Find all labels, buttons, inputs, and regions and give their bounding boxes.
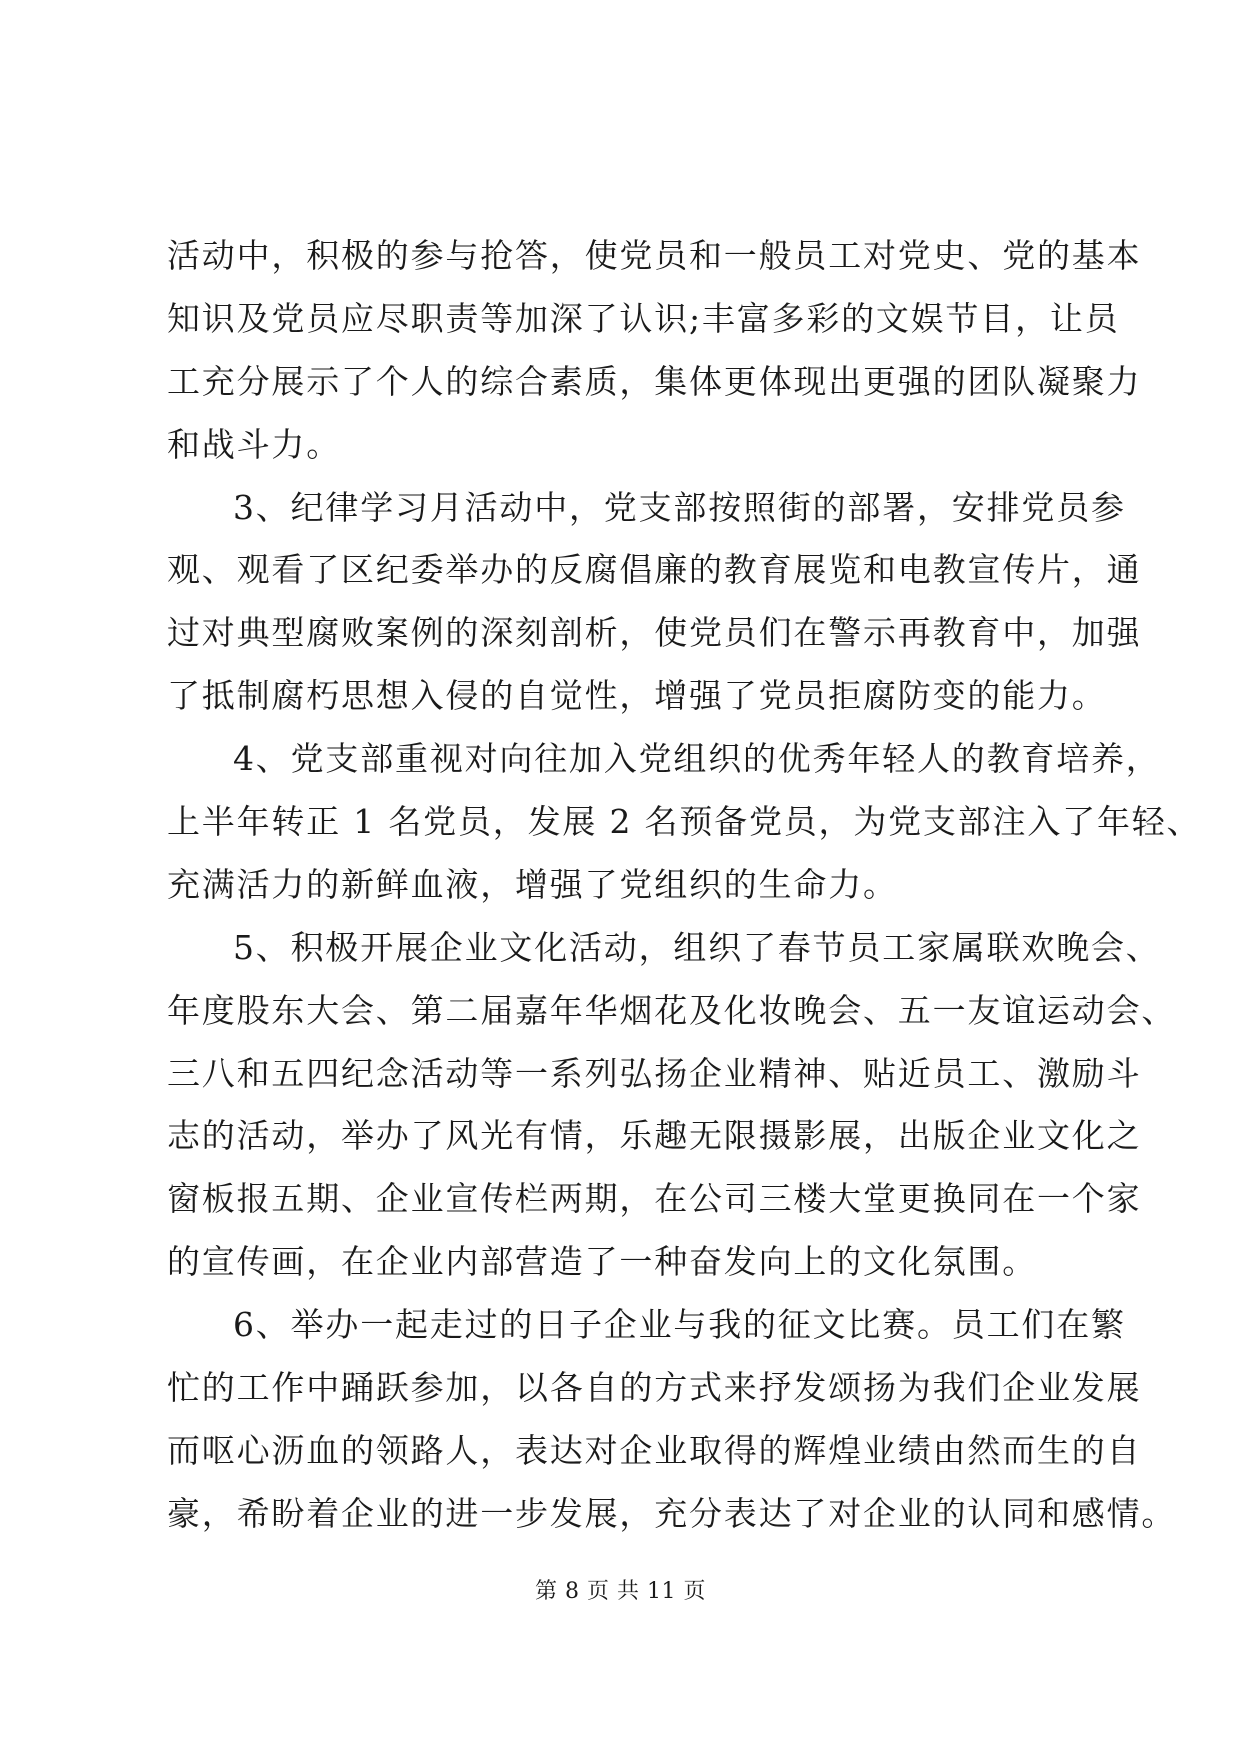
text-line: 三八和五四纪念活动等一系列弘扬企业精神、贴近员工、激励斗 <box>167 1053 1142 1093</box>
paragraph-start-line: 4、党支部重视对向往加入党组织的优秀年轻人的教育培养， <box>233 739 1161 779</box>
text-line: 活动中，积极的参与抢答，使党员和一般员工对党史、党的基本 <box>167 236 1142 275</box>
text-line: 了抵制腐朽思想入侵的自觉性，增强了党员拒腐防变的能力。 <box>167 676 1107 716</box>
text-line: 充满活力的新鲜血液，增强了党组织的生命力。 <box>167 864 898 904</box>
document-body <box>167 225 1202 1546</box>
text-line: 的宣传画，在企业内部营造了一种奋发向上的文化氛围。 <box>167 1242 1037 1282</box>
text-line: 工充分展示了个人的综合素质，集体更体现出更强的团队凝聚力 <box>167 361 1142 401</box>
text-line: 过对典型腐败案例的深刻剖析，使党员们在警示再教育中，加强 <box>167 613 1142 653</box>
page-number-footer: 第 8 页 共 11 页 <box>535 1579 706 1604</box>
text-line: 和战斗力。 <box>167 424 341 464</box>
text-line: 忙的工作中踊跃参加，以各自的方式来抒发颂扬为我们企业发展 <box>167 1368 1142 1408</box>
paragraph-start-line: 3、纪律学习月活动中，党支部按照街的部署，安排党员参 <box>233 487 1126 527</box>
text-line: 年度股东大会、第二届嘉年华烟花及化妆晚会、五一友谊运动会、 <box>167 990 1177 1030</box>
text-line: 而呕心沥血的领路人，表达对企业取得的辉煌业绩由然而生的自 <box>167 1430 1142 1470</box>
paragraph-start-line: 5、积极开展企业文化活动，组织了春节员工家属联欢晚会、 <box>233 927 1161 967</box>
text-line: 知识及党员应尽职责等加深了认识;丰富多彩的文娱节目，让员 <box>167 298 1120 338</box>
text-line: 志的活动，举办了风光有情，乐趣无限摄影展，出版企业文化之 <box>167 1116 1142 1156</box>
paragraph-start-line: 6、举办一起走过的日子企业与我的征文比赛。员工们在繁 <box>233 1305 1126 1345</box>
text-line: 窗板报五期、企业宣传栏两期，在公司三楼大堂更换同在一个家 <box>167 1179 1142 1219</box>
text-line: 观、观看了区纪委举办的反腐倡廉的教育展览和电教宣传片，通 <box>167 550 1142 590</box>
text-line: 上半年转正 1 名党员，发展 2 名预备党员，为党支部注入了年轻、 <box>167 802 1202 842</box>
text-line: 豪，希盼着企业的进一步发展，充分表达了对企业的认同和感情。 <box>167 1493 1177 1533</box>
